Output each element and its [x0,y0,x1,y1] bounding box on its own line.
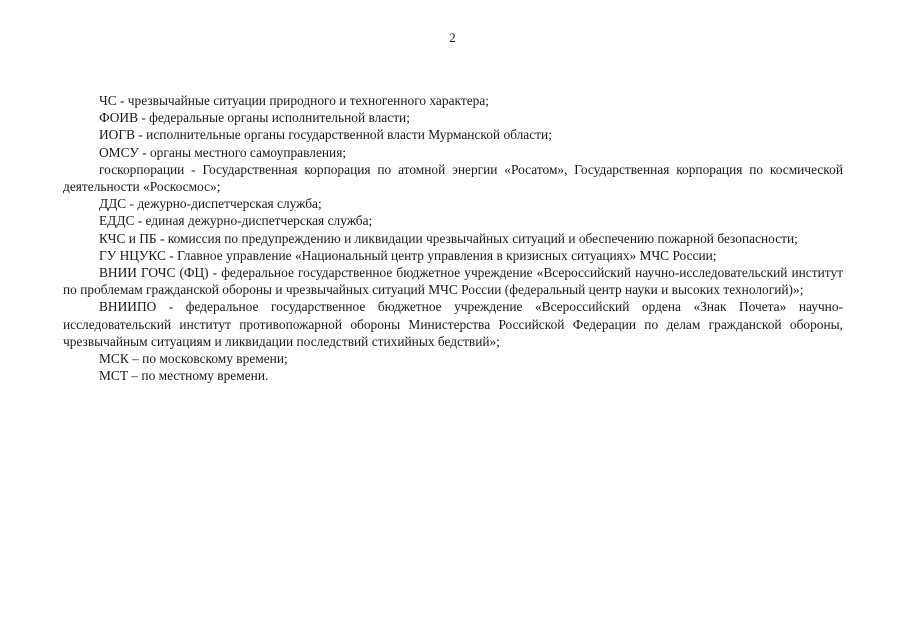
abbreviation-kchs-pb: КЧС и ПБ - комиссия по предупреждению и ликвидации чрезвычайных ситуаций и обеспечению пожарной безопасности; [99,230,798,246]
abbreviation-gu-ntsuks: ГУ НЦУКС - Главное управление «Национальный центр управления в кризисных ситуациях» МЧС России; [99,247,717,263]
abbreviation-foiv: ФОИВ - федеральные органы исполнительной власти; [99,110,410,126]
page-number: 2 [449,30,456,45]
abbreviation-goskorporatsii: госкорпорации - Государственная корпорация по атомной энергии «Росатом», Государственная корпорация по космической деятельности «Роскосмос»; [63,161,843,195]
abbreviation-iogv: ИОГВ - исполнительные органы государственной власти Мурманской области; [99,127,552,143]
abbreviation-vniipo: ВНИИПО - федеральное государственное бюджетное учреждение «Всероссийский ордена «Знак Почета» научно-исследовательский институт противопожарной обороны Министерства Российской Федерации по делам гражданской обороны, чрезвычайным ситуациям и ликвидации последствий стихийных бедствий»; [63,299,843,349]
abbreviation-dds: ДДС - дежурно-диспетчерская служба; [99,196,322,212]
abbreviation-mst: МСТ – по местному времени. [99,368,269,384]
abbreviation-list [63,92,843,384]
abbreviation-edds: ЕДДС - единая дежурно-диспетчерская служба; [99,213,373,229]
abbreviation-chs: ЧС - чрезвычайные ситуации природного и техногенного характера; [99,93,489,108]
abbreviation-omsu: ОМСУ - органы местного самоуправления; [99,144,347,160]
abbreviation-msk: МСК – по московскому времени; [99,351,288,367]
abbreviation-vnii-gochs: ВНИИ ГОЧС (ФЦ) - федеральное государственное бюджетное учреждение «Всероссийский научно-исследовательский институт по проблемам гражданской обороны и чрезвычайных ситуаций МЧС России (федеральный центр науки и высоких технологий)»; [63,265,843,298]
